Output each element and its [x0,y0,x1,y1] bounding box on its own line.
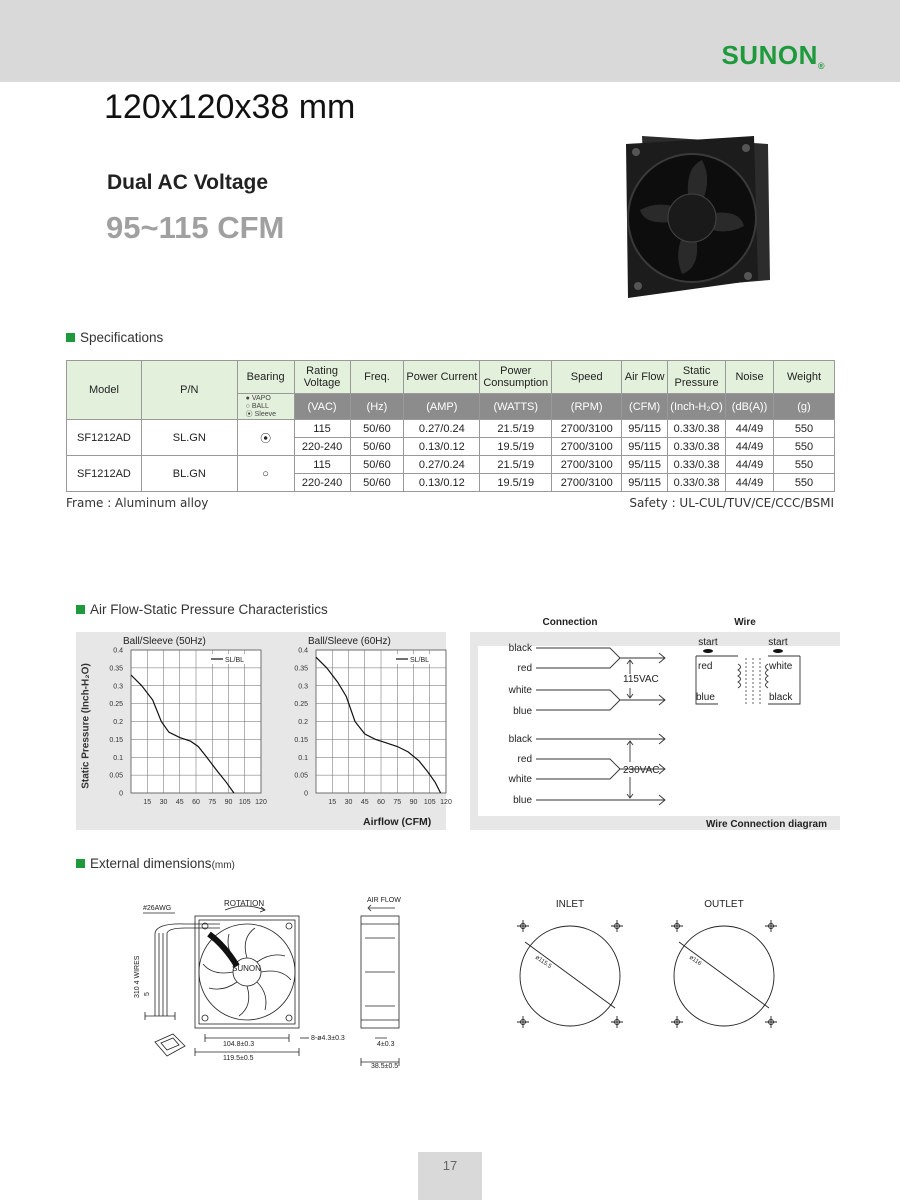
svg-text:ø116: ø116 [687,954,703,968]
th-static-pressure: Static Pressure [668,361,726,394]
page-title: 120x120x38 mm [104,88,356,126]
legend-label: SL/BL [410,657,430,664]
x-tick-label: 60 [192,799,200,806]
th-noise: Noise [726,361,774,394]
svg-text:red: red [698,661,713,672]
x-tick-label: 15 [328,799,337,806]
x-tick-label: 120 [255,799,267,806]
svg-text:red: red [517,663,532,674]
table-row: 220-240 50/60 0.13/0.12 19.5/19 2700/3100 95/115 0.33/0.38 44/49 550 [67,474,835,492]
airflow-range: 95~115 CFM [106,210,285,245]
th-power-current: Power Current [404,361,480,394]
wire-connection-diagram [470,612,842,832]
unit-consumption: (WATTS) [480,394,552,420]
svg-text:white: white [769,661,793,672]
svg-text:ø115.5: ø115.5 [533,954,553,971]
x-tick-label: 30 [159,799,168,806]
spec-table [66,360,835,492]
x-tick-label: 75 [208,799,217,806]
chart-title: Ball/Sleeve (50Hz) [123,636,206,647]
spec-table-body [67,420,835,492]
frame-note: Frame : Aluminum alloy [66,496,209,510]
y-tick-label: 0.1 [298,754,308,762]
unit-voltage: (VAC) [294,394,350,420]
table-row: SF1212AD BL.GN ○ 115 50/60 0.27/0.24 21.5/19 2700/3100 95/115 0.33/0.38 44/49 550 [67,456,835,474]
y-tick-label: 0.1 [113,754,123,762]
svg-text:OUTLET: OUTLET [704,899,744,910]
x-tick-label: 60 [377,799,385,806]
svg-text:#26AWG: #26AWG [143,905,172,912]
th-freq: Freq. [350,361,404,394]
wire-title: Wire [734,617,756,628]
legend-label: SL/BL [225,657,245,664]
svg-text:AIR FLOW: AIR FLOW [367,897,401,904]
svg-text:blue: blue [696,692,715,703]
y-tick-label: 0.4 [298,647,308,655]
th-weight: Weight [774,361,835,394]
unit-speed: (RPM) [552,394,622,420]
unit-current: (AMP) [404,394,480,420]
dimension-drawing [125,888,415,1078]
x-tick-label: 90 [409,799,418,806]
svg-text:black: black [508,643,532,654]
inlet-outlet-drawing [505,892,805,1042]
svg-text:230VAC: 230VAC [623,765,660,776]
y-tick-label: 0.25 [294,701,308,709]
svg-text:white: white [508,774,532,785]
wire-caption: Wire Connection diagram [705,819,827,830]
y-tick-label: 0.2 [298,719,308,726]
x-tick-label: 45 [360,799,369,806]
section-pq-characteristics: Air Flow-Static Pressure Characteristics [76,602,328,617]
section-specifications: Specifications [66,330,163,345]
x-tick-label: 45 [175,799,184,806]
y-axis-title: Static Pressure (Inch-H₂O) [80,663,92,789]
connection-title: Connection [542,617,598,628]
y-tick-label: 0 [119,790,123,798]
svg-text:5: 5 [144,992,151,996]
svg-text:104.8±0.3: 104.8±0.3 [223,1041,255,1048]
th-bearing: Bearing [237,361,294,394]
svg-text:blue: blue [513,706,532,717]
chart-title: Ball/Sleeve (60Hz) [308,636,391,647]
safety-note: Safety : UL-CUL/TUV/CE/CCC/BSMI [629,496,834,510]
pq-chart-60hz [280,634,455,812]
unit-weight: (g) [774,394,835,420]
y-tick-label: 0.35 [109,665,123,673]
x-tick-label: 30 [344,799,353,806]
table-row: SF1212AD SL.GN ⦿ 115 50/60 0.27/0.24 21.5/19 2700/3100 95/115 0.33/0.38 44/49 550 [67,420,835,438]
svg-text:black: black [508,734,532,745]
pq-chart-50hz [95,634,270,812]
section-external-dimensions: External dimensions(mm) [76,856,235,871]
svg-text:red: red [517,754,532,765]
y-tick-label: 0.05 [109,772,123,780]
th-power-consumption: Power Consumption [480,361,552,394]
x-tick-label: 120 [440,799,452,806]
y-tick-label: 0.15 [294,736,308,744]
y-tick-label: 0.25 [109,701,123,709]
bearing-legend: ● VAPO ○ BALL ⦿ Sleeve [237,394,294,420]
table-row: 220-240 50/60 0.13/0.12 19.5/19 2700/3100 95/115 0.33/0.38 44/49 550 [67,438,835,456]
svg-text:blue: blue [513,795,532,806]
th-pn: P/N [141,361,237,420]
svg-text:119.5±0.5: 119.5±0.5 [223,1055,254,1062]
svg-text:white: white [508,685,532,696]
y-tick-label: 0.05 [294,772,308,780]
y-tick-label: 0.4 [113,647,123,655]
unit-noise: (dB(A)) [726,394,774,420]
page-number-box [418,1152,482,1200]
unit-flow: (CFM) [622,394,668,420]
svg-text:ROTATION: ROTATION [224,899,265,908]
th-speed: Speed [552,361,622,394]
x-tick-label: 90 [224,799,233,806]
x-tick-label: 75 [393,799,402,806]
y-tick-label: 0 [304,790,308,798]
svg-text:4±0.3: 4±0.3 [377,1041,395,1048]
svg-text:start: start [698,637,718,648]
y-tick-label: 0.3 [298,683,308,691]
y-tick-label: 0.3 [113,683,123,691]
x-axis-title: Airflow (CFM) [363,816,432,828]
y-tick-label: 0.35 [294,665,308,673]
unit-freq: (Hz) [350,394,404,420]
unit-pressure: (Inch-H₂O) [668,394,726,420]
x-tick-label: 15 [143,799,152,806]
svg-text:SUNON: SUNON [232,964,261,973]
svg-text:38.5±0.5: 38.5±0.5 [371,1063,399,1070]
svg-text:INLET: INLET [555,899,585,910]
svg-text:115VAC: 115VAC [623,674,659,685]
x-tick-label: 105 [423,799,436,806]
y-tick-label: 0.15 [109,736,123,744]
fan-photo [618,130,774,302]
svg-text:8-ø4.3±0.3: 8-ø4.3±0.3 [311,1035,345,1042]
svg-text:310 4 WIRES: 310 4 WIRES [134,955,141,998]
y-tick-label: 0.2 [113,719,123,726]
brand-logo: SUNON® [721,40,825,71]
svg-text:start: start [768,637,788,648]
th-air-flow: Air Flow [622,361,668,394]
x-tick-label: 105 [238,799,251,806]
th-rating-voltage: Rating Voltage [294,361,350,394]
th-model: Model [67,361,142,420]
subtitle: Dual AC Voltage [107,171,269,194]
page-number: 17 [442,1158,458,1173]
svg-text:black: black [769,692,793,703]
